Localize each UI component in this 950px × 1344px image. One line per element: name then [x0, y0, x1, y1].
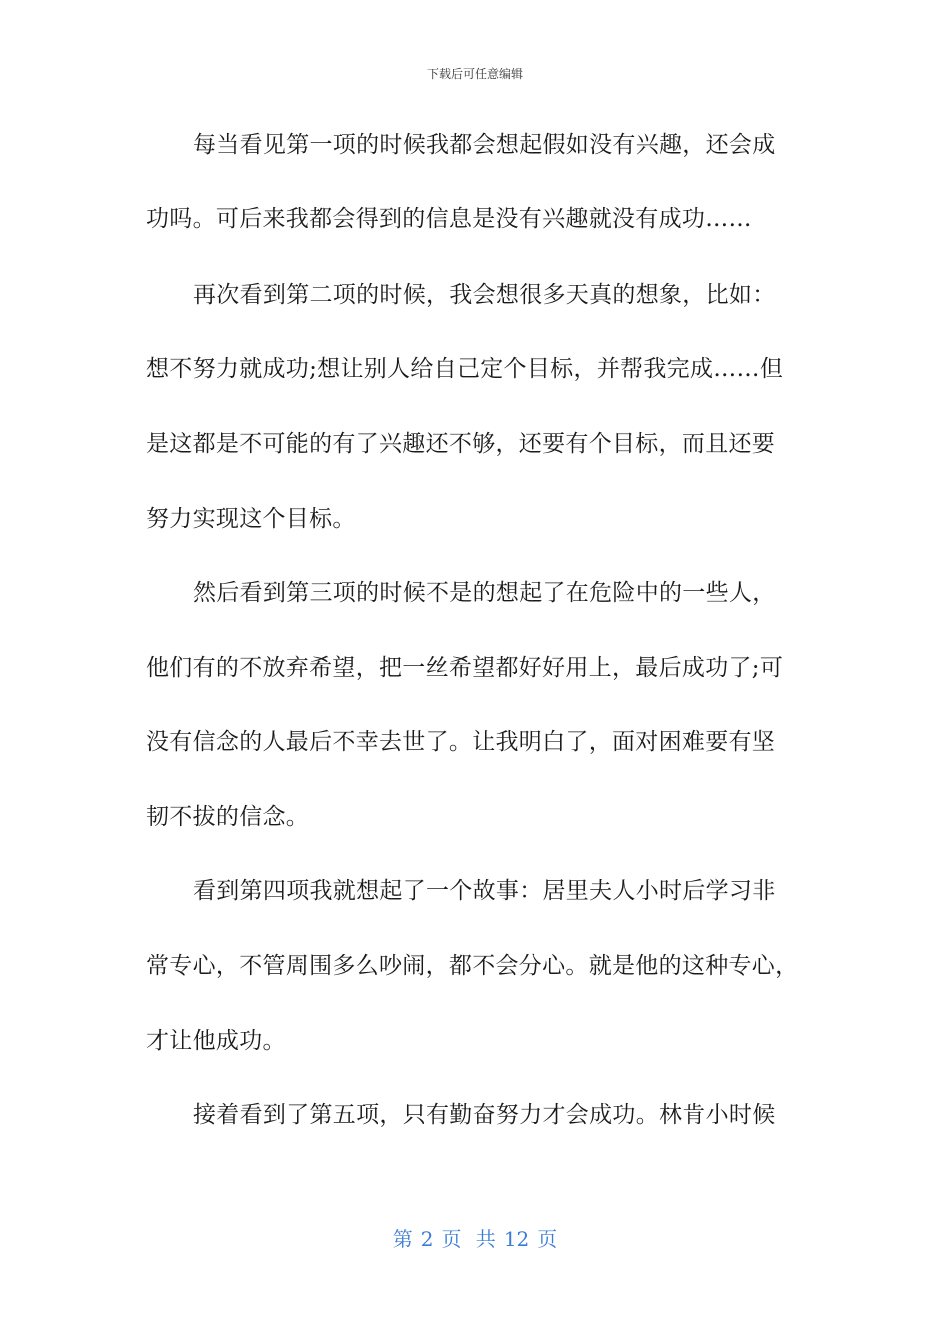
- page-number-footer: [0, 1226, 950, 1252]
- footer-middle: 页 共: [441, 1227, 496, 1251]
- total-pages-number: 12: [503, 1227, 530, 1251]
- footer-prefix: 第: [392, 1227, 413, 1251]
- paragraph-line: 然后看到第三项的时候不是的想起了在危险中的一些人，: [193, 580, 776, 606]
- paragraph-line: 每当看见第一项的时候我都会想起假如没有兴趣，还会成: [193, 132, 776, 158]
- paragraph-line: 看到第四项我就想起了一个故事：居里夫人小时后学习非: [193, 878, 776, 904]
- paragraph-line: 想不努力就成功;想让别人给自己定个目标，并帮我完成……但: [146, 356, 784, 382]
- paragraph-line: 接着看到了第五项，只有勤奋努力才会成功。林肯小时候: [193, 1102, 776, 1128]
- paragraph-line: 再次看到第二项的时候，我会想很多天真的想象，比如：: [193, 282, 776, 308]
- paragraph-line: 功吗。可后来我都会得到的信息是没有兴趣就没有成功……: [146, 206, 752, 232]
- paragraph-line: 他们有的不放弃希望，把一丝希望都好好用上，最后成功了;可: [146, 655, 784, 681]
- paragraph-line: 努力实现这个目标。: [146, 506, 356, 532]
- current-page-number: 2: [420, 1227, 434, 1251]
- paragraph-line: 才让他成功。: [146, 1028, 286, 1054]
- footer-suffix: 页: [537, 1227, 558, 1251]
- page-header: 下载后可任意编辑: [426, 67, 523, 81]
- paragraph-line: 没有信念的人最后不幸去世了。让我明白了，面对困难要有坚: [146, 729, 776, 755]
- paragraph-line: 韧不拔的信念。: [146, 804, 310, 830]
- paragraph-line: 常专心，不管周围多么吵闹，都不会分心。就是他的这种专心，: [146, 953, 799, 979]
- paragraph-line: 是这都是不可能的有了兴趣还不够，还要有个目标，而且还要: [146, 431, 776, 457]
